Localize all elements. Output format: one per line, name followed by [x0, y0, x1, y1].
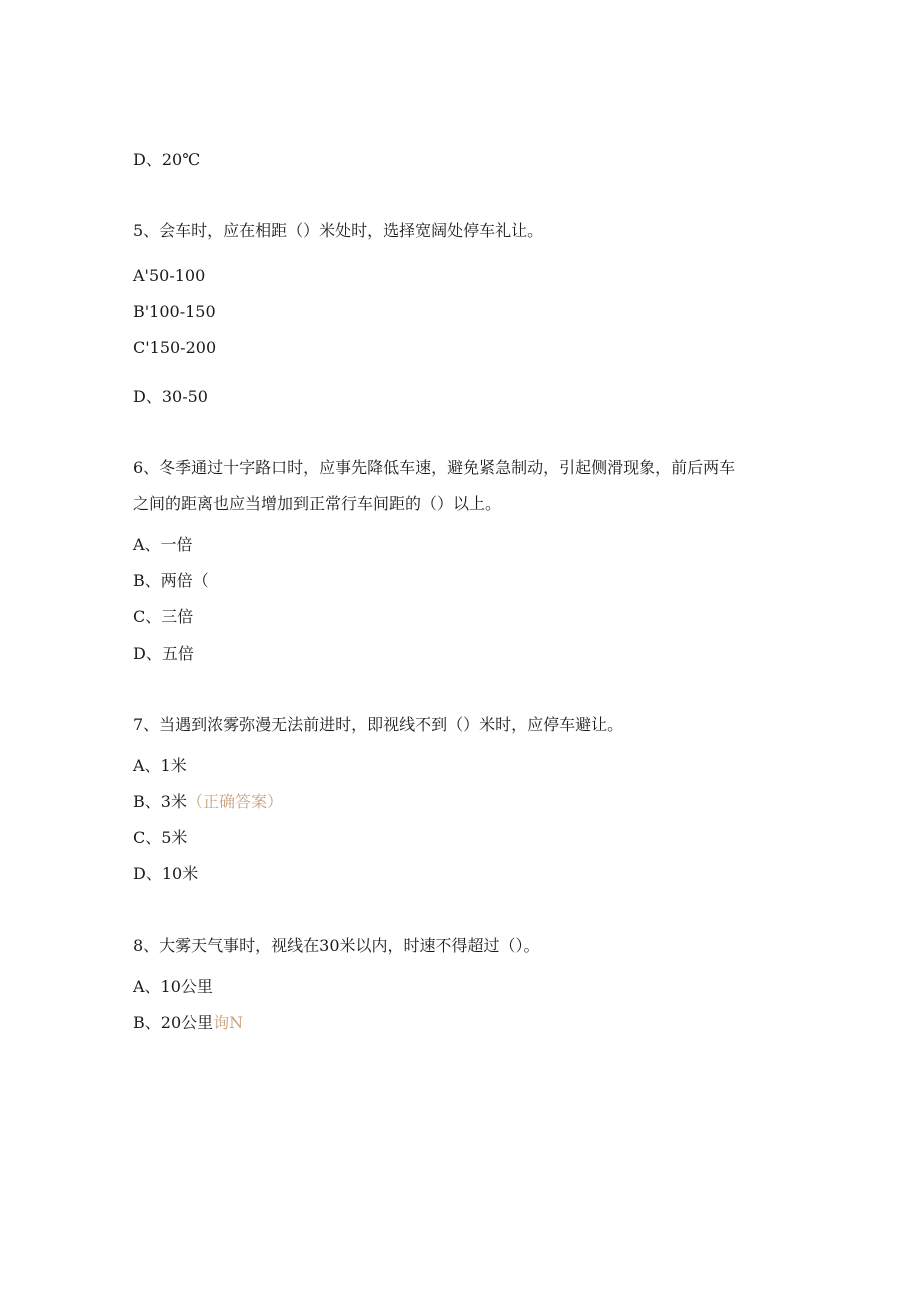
question-7-option-a: A、1米	[133, 756, 187, 775]
correct-answer-note: （正确答案）	[186, 792, 283, 811]
question-6-option-b: B、两倍（	[133, 571, 209, 590]
question-5-stem: 5、会车时，应在相距（）米处时，选择宽阔处停车礼让。	[133, 221, 544, 240]
question-5-option-b: B'100-150	[133, 302, 216, 321]
question-5-option-d: D、30-50	[133, 387, 208, 406]
question-7-option-b	[133, 792, 283, 812]
stray-mark: 询N	[213, 1013, 244, 1032]
question-7-option-b-text: B、3米	[133, 792, 187, 811]
question-5-option-a: A'50-100	[133, 266, 206, 285]
question-6-stem-line1: 6、冬季通过十字路口时，应事先降低车速，避免紧急制动，引起侧滑现象，前后两车	[133, 458, 736, 477]
question-8-option-b-text: B、20公里	[133, 1013, 214, 1032]
question-7-stem: 7、当遇到浓雾弥漫无法前进时，即视线不到（）米时，应停车避让。	[133, 715, 624, 734]
question-6-option-d: D、五倍	[133, 644, 194, 663]
question-7-option-d: D、10米	[133, 864, 199, 883]
question-8-option-b	[133, 1013, 243, 1033]
question-6-option-a: A、一倍	[133, 535, 193, 554]
question-6-stem-line2: 之间的距离也应当增加到正常行车间距的（）以上。	[133, 494, 502, 513]
question-6-option-c: C、三倍	[133, 607, 194, 626]
question-7-option-c: C、5米	[133, 828, 188, 847]
question-8-option-a: A、10公里	[133, 977, 213, 996]
option-d-prev: D、20℃	[133, 150, 201, 169]
question-8-stem: 8、大雾天气事时，视线在30米以内，时速不得超过（）。	[133, 936, 540, 955]
question-5-option-c: C'150-200	[133, 338, 217, 357]
